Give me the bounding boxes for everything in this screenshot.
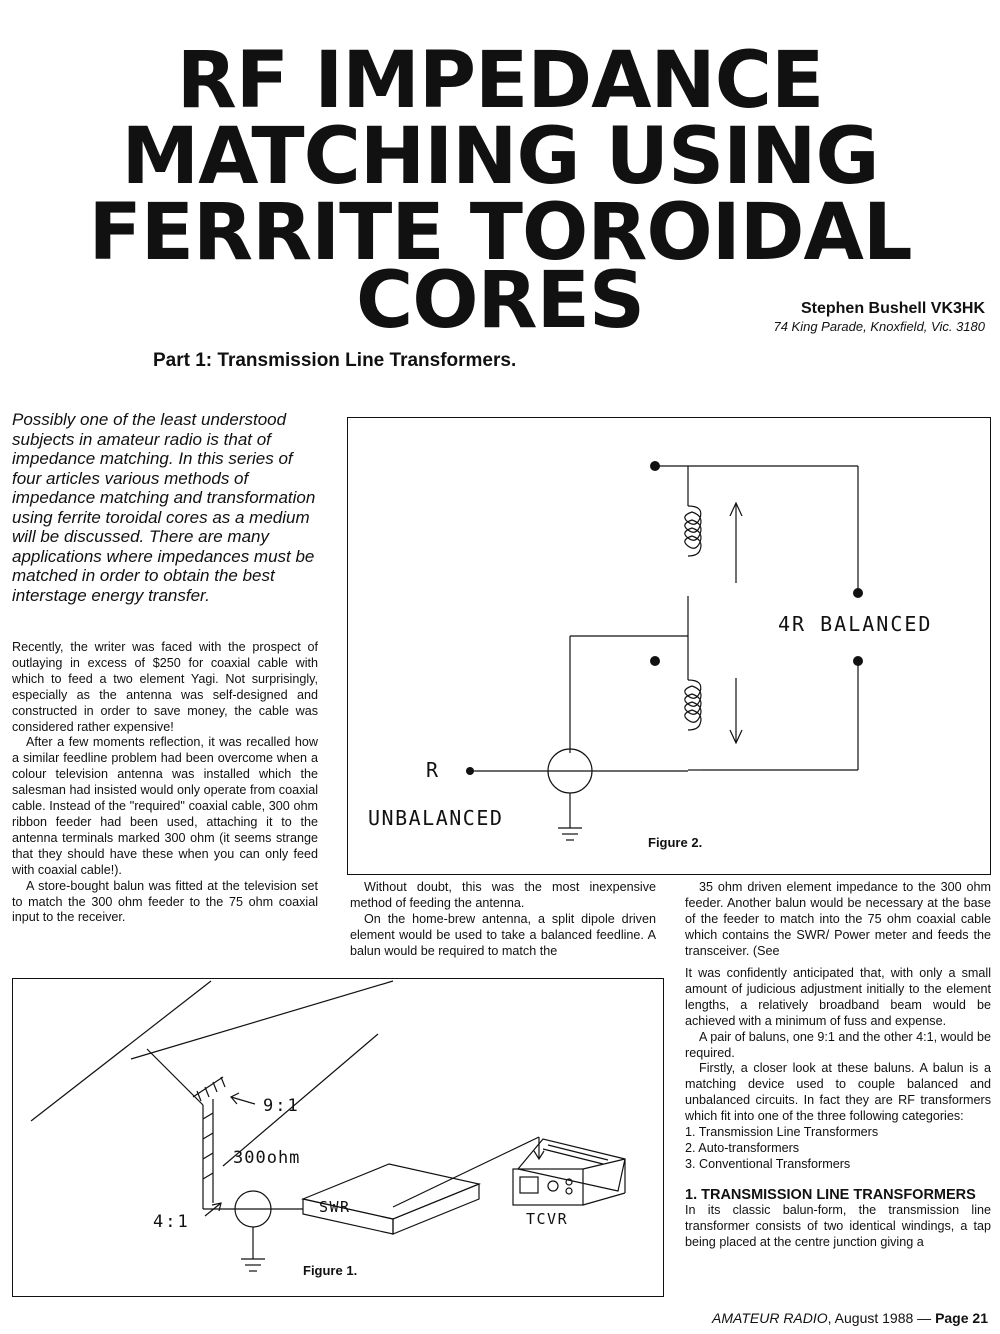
issue-date: , August 1988 — — [827, 1310, 936, 1326]
label-4r-balanced: 4R BALANCED — [778, 612, 933, 636]
section-heading: 1. TRANSMISSION LINE TRANSFORMERS — [685, 1186, 976, 1203]
label-unbalanced: UNBALANCED — [368, 806, 504, 830]
label-r: R — [426, 758, 439, 782]
article-subtitle: Part 1: Transmission Line Transformers. — [153, 350, 517, 371]
paragraph: After a few moments reflection, it was recalled how a similar feedline problem had been overcome when a colour television antenna was installed which the salesman had insisted would only operate from coaxial cable. Instead of the "required" coaxial cable, 300 ohm ribbon feeder had been used, attaching it to the antenna terminals marked 300 ohm (it seems strange that they should have these when you can only feed with coaxial cable!). — [12, 735, 318, 877]
page-footer — [712, 1310, 988, 1326]
figure-2-caption: Figure 2. — [648, 835, 703, 850]
figure-1-diagram — [13, 979, 663, 1296]
body-column-4 — [685, 966, 991, 1251]
label-9-1: 9:1 — [263, 1096, 300, 1116]
paragraph: On the home-brew antenna, a split dipole driven element would be used to take a balanced feedline. A balun would be required to match the — [350, 911, 656, 958]
paragraph: In its classic balun-form, the transmission line transformer consists of two identical windings, a tap being placed at the centre junction giving a — [685, 1202, 991, 1249]
figure-1-caption: Figure 1. — [303, 1263, 358, 1278]
paragraph: A store-bought balun was fitted at the television set to match the 300 ohm feeder to the 75 ohm coaxial input to the receiver. — [12, 878, 318, 925]
publication-name: AMATEUR RADIO — [712, 1310, 828, 1326]
body-column-3 — [685, 880, 991, 960]
page-number: Page 21 — [935, 1310, 988, 1326]
label-300-ohm: 300ohm — [233, 1148, 301, 1168]
title-line-4: CORES — [355, 256, 645, 346]
paragraph: Recently, the writer was faced with the prospect of outlaying in excess of $250 for coaxial cable with which to feed a two element Yagi. Not surprisingly, especially as the antenna was self-designed and constructed in order to save money, the cable was considered rather expensive! — [12, 640, 318, 734]
label-swr: SWR — [319, 1198, 351, 1216]
intro-paragraph: Possibly one of the least understood subjects in amateur radio is that of impedance matching. In this series of four articles various methods of impedance matching and transformation using ferrite toroidal cores as a medium will be discussed. There are many applications where impedances must be matched in order to obtain the best interstage energy transfer. — [12, 410, 316, 605]
title-line-2: MATCHING USING — [121, 112, 879, 202]
category-list — [685, 1125, 991, 1173]
body-column-2 — [350, 880, 656, 960]
paragraph: It was confidently anticipated that, with only a small amount of judicious adjustment initially to the element lengths, a relatively broadband beam would be achieved with a minimum of fuss and expense. — [685, 966, 991, 1028]
list-item: 2. Auto-transformers — [685, 1140, 800, 1155]
paragraph: A pair of baluns, one 9:1 and the other 4:1, would be required. — [685, 1029, 991, 1060]
figure-1 — [12, 978, 664, 1297]
list-item: 1. Transmission Line Transformers — [685, 1125, 879, 1140]
paragraph: Firstly, a closer look at these baluns. A balun is a matching device used to couple balanced and unbalanced circuits. In fact they are RF transformers which fit into one of the three following categories: — [685, 1061, 991, 1124]
title-line-3: FERRITE TOROIDAL — [88, 188, 912, 278]
title-line-1: RF IMPEDANCE — [176, 36, 824, 126]
author-name: Stephen Bushell VK3HK — [800, 300, 985, 317]
list-item: 3. Conventional Transformers — [685, 1156, 851, 1171]
figure-2 — [347, 417, 991, 875]
label-4-1: 4:1 — [153, 1212, 190, 1232]
author-address: 74 King Parade, Knoxfield, Vic. 3180 — [773, 319, 985, 334]
label-tcvr: TCVR — [526, 1210, 569, 1228]
paragraph: 35 ohm driven element impedance to the 300 ohm feeder. Another balun would be necessary at the base of the feeder to match into the 75 ohm coaxial cable which contains the SWR/ Power meter and feeds the transceiver. (See — [685, 880, 991, 958]
paragraph: Without doubt, this was the most inexpensive method of feeding the antenna. — [350, 880, 656, 910]
body-column-1 — [12, 640, 318, 926]
figure-2-diagram — [348, 418, 990, 874]
